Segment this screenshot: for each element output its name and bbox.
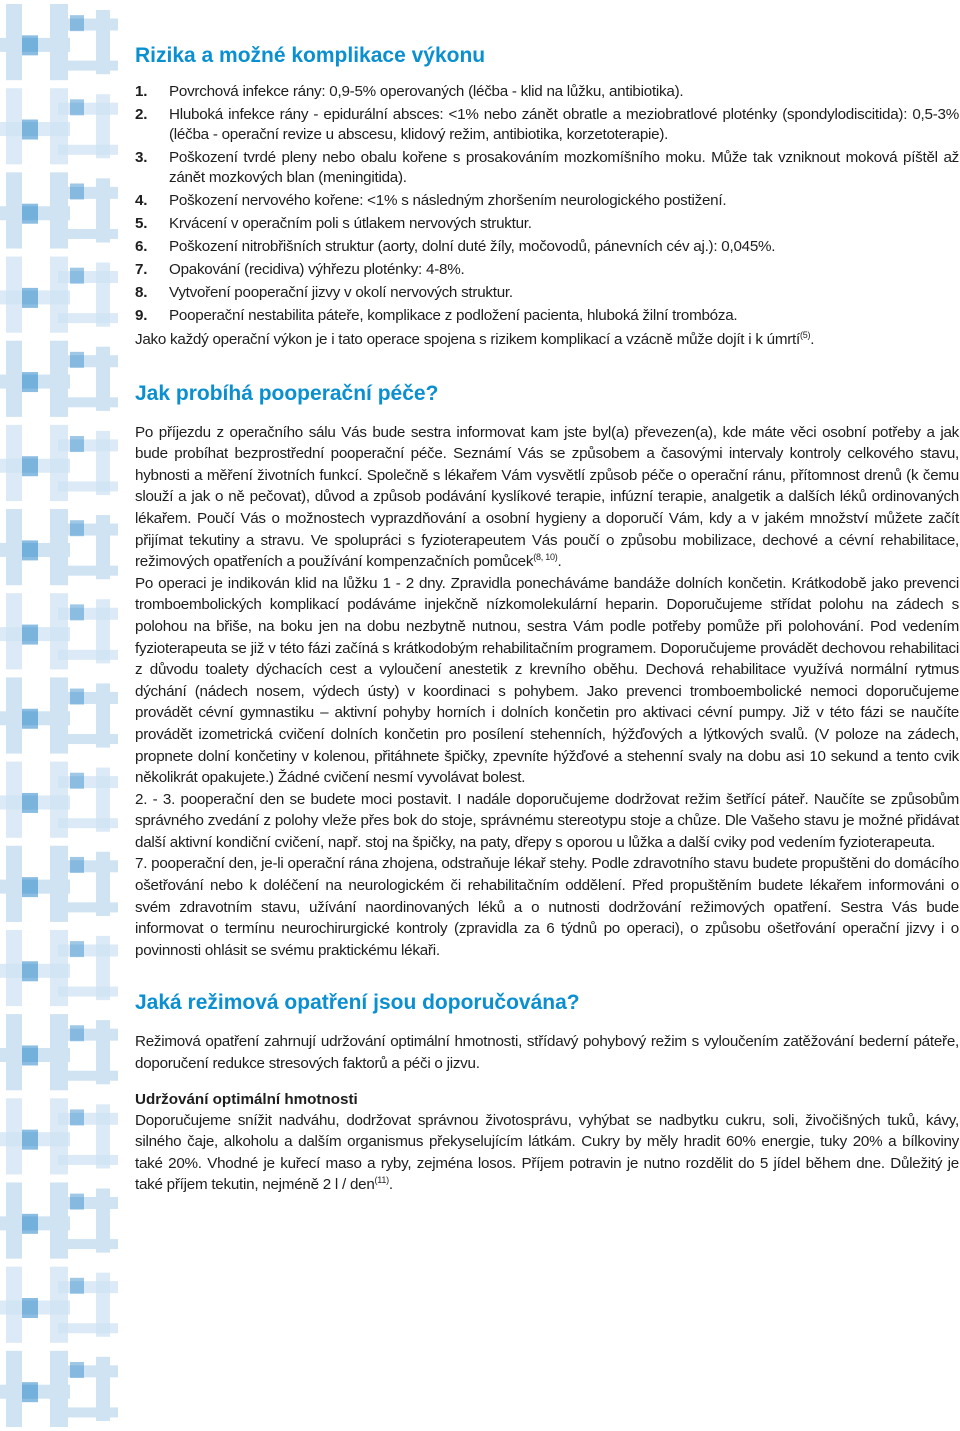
decorative-block <box>22 793 38 813</box>
decorative-block <box>70 352 84 368</box>
decorative-block <box>22 625 38 645</box>
section-title-postop-care: Jak probíhá pooperační péče? <box>135 381 439 405</box>
list-item: 6. Poškození nitrobřišních struktur (aorty, dolní duté žíly, močovodů, pánevních cév aj.): 0,045%. <box>135 238 776 255</box>
decorative-block <box>22 1045 38 1065</box>
decorative-block <box>58 187 118 199</box>
decorative-block <box>58 608 118 620</box>
subsection-title-weight: Udržování optimální hmotnosti <box>135 1090 358 1108</box>
decorative-block <box>58 439 118 451</box>
list-item: 9. Pooperační nestabilita páteře, komplikace z podložení pacienta, hluboká žilní trombóza. <box>135 307 738 324</box>
decorative-block <box>22 372 38 392</box>
decorative-block <box>58 145 118 155</box>
decorative-block <box>58 650 118 660</box>
citation: (8, 10) <box>533 552 558 563</box>
risk-closing-paragraph: Jako každý operační výkon je i tato operace spojena s rizikem komplikací a vzácně může dojít i k úmrtí$^{(5)}$. <box>135 330 815 348</box>
decorative-block <box>58 271 118 283</box>
decorative-block <box>58 776 118 788</box>
decorative-block <box>70 15 84 31</box>
decorative-block <box>58 229 118 239</box>
page-content <box>135 42 959 1196</box>
section-title-regime: Jaká režimová opatření jsou doporučována? <box>135 991 580 1015</box>
list-item: 5. Krvácení v operačním poli s útlakem nervových struktur. <box>135 215 532 232</box>
decorative-block <box>22 288 38 308</box>
decorative-block <box>70 1362 84 1378</box>
section-title-risks: Rizika a možné komplikace výkonu <box>135 44 486 67</box>
decorative-block <box>22 35 38 55</box>
decorative-block <box>22 961 38 981</box>
decorative-block <box>58 1197 118 1209</box>
decorative-block <box>58 1407 118 1417</box>
decorative-block <box>70 99 84 115</box>
decorative-block <box>58 566 118 576</box>
decorative-block <box>58 987 118 997</box>
decorative-block <box>58 1281 118 1293</box>
postop-paragraph-1: Po příjezdu z operačního sálu Vás bude sestra informovat kam jste byl(a) převezen(a), kde máte věci osobní potřeby a jak bude probíhat bezprostřední pooperační péče. Seznámí Vás se způsobem a časovými intervaly kontroly celkového stavu, hybnosti a měření životních funkcí. Společně s lékařem Vám vysvětlí způsob péče o operační ránu, přítomnost drenů (k čemu slouží a jak o ně pečovat), důvod a způsob podávání kyslíkové terapie, infúzní terapie, analgetik a dalších léků ordinovaných lékařem. Poučí Vás o možnostech vyprazdňování a osobní hygieny a doporučí Vám, kdy a v jakém množství můžete začít přijímat tekutiny a stravu. Ve spolupráci s fyzioterapeutem Vás poučí o způsobu mobilizace, dechové a cévní rehabilitace, režimových opatřeních a používání kompenzačních pomůcek$^{(8, 10)}$. <box>135 423 959 571</box>
risk-list <box>135 82 959 326</box>
decorative-block <box>22 540 38 560</box>
decorative-block <box>58 524 118 536</box>
decorative-block <box>70 1278 84 1294</box>
postop-paragraph-3: 2. - 3. pooperační den se budete moci postavit. I nadále doporučujeme dodržovat režim šetřící páteř. Naučíte se způsobům správného zvedání z polohy vleže přes bok do stoje, správnému stereotypu stoje a chůze. Dle Vašeho stavu je možné přidávat další aktivní kondiční cvičení, např. stoj na špičky, na paty, dřepy s oporou u lůžka a další cviky pod vedením fyzioterapeuta. <box>135 790 959 851</box>
list-item: 8. Vytvoření pooperační jizvy v okolí nervových struktur. <box>135 284 513 301</box>
decorative-block <box>58 1323 118 1333</box>
decorative-block <box>22 120 38 140</box>
decorative-block <box>58 1239 118 1249</box>
decorative-block <box>22 456 38 476</box>
decorative-block <box>58 481 118 491</box>
decorative-block <box>22 1214 38 1234</box>
decorative-block <box>58 19 118 31</box>
list-item: 4. Poškození nervového kořene: <1% s následným zhoršením neurologického postižení. <box>135 192 727 209</box>
decorative-block <box>22 1298 38 1318</box>
citation: (11) <box>374 1175 389 1186</box>
list-item: 1. Povrchová infekce rány: 0,9-5% operovaných (léčba - klid na lůžku, antibiotika). <box>135 83 684 100</box>
decorative-block <box>70 1025 84 1041</box>
decorative-block <box>58 103 118 115</box>
decorative-block <box>70 520 84 536</box>
decorative-block <box>70 689 84 705</box>
decorative-block <box>22 709 38 729</box>
list-item: 2. Hluboká infekce rány - epidurální absces: <1% nebo zánět obratle a meziobratlové ploténky (spondylodiscitida): 0,5-3% (léčba - operační revize u abscesu, klidový režim, antibiotika, korzetoterapie). <box>135 106 959 143</box>
decorative-block <box>58 1071 118 1081</box>
decorative-block <box>58 1029 118 1041</box>
decorative-block <box>58 61 118 71</box>
decorative-block <box>58 1365 118 1377</box>
decorative-block <box>58 902 118 912</box>
decorative-block <box>70 604 84 620</box>
decorative-block <box>70 1194 84 1210</box>
postop-paragraph-2: Po operaci je indikován klid na lůžku 1 - 2 dny. Zpravidla ponecháváme bandáže dolních končetin. Krátkodobě jako prevenci tromboembolických komplikací podáváme injekčně nízkomolekulární heparin. Doporučujeme střídat polohu na zádech s polohou na břiše, na boku jen na dobu nezbytně nutnou, sestra Vám podle potřeby pomůže při polohování. Pod vedením fyzioterapeuta se již v této fázi začíná s krátkodobým rehabilitačním programem. Doporučujeme provádět dechovou rehabilitaci z důvodu toalety dýchacích cest a vyloučení anestetik z krevního oběhu. Dechová rehabilitace využívá normální rytmus dýchání (nádech nosem, výdech ústy) v koordinaci s pohybem. Jako prevenci tromboembolické nemoci doporučujeme provádět cévní gymnastiku – aktivní pohyby horních i dolních končetin pro aktivaci cévní pumpy. Již v této fázi se naučíte provádět izometrická cvičení dolních končetin pro posílení stehenních, hýžďových a lýtkových svalů. (V poloze na zádech, propnete dolní končetiny v kolenou, přitáhnete špičky, zpevníte hýžďové a stehenní svaly na dobu asi 10 sekund a tento cvik několikrát opakujete.) Žádné cvičení nesmí vyvolávat bolest. <box>135 574 959 787</box>
list-item: 3. Poškození tvrdé pleny nebo obalu kořene s prosakováním mozkomíšního moku. Může tak vzniknout moková píštěl až zánět mozkových blan (meningitida). <box>135 149 959 186</box>
decorative-block <box>70 436 84 452</box>
decorative-block <box>70 268 84 284</box>
decorative-block <box>58 818 118 828</box>
decorative-block <box>58 734 118 744</box>
list-item: 7. Opakování (recidiva) výhřezu ploténky: 4-8%. <box>135 261 465 278</box>
decorative-block <box>70 773 84 789</box>
postop-paragraph-4: 7. pooperační den, je-li operační rána zhojena, odstraňuje lékař stehy. Podle zdravotního stavu budete propuštěni do domácího ošetřování nebo k doléčení na neurologickém či rehabilitačním oddělení. Před propuštěním budete lékařem informováni o svém zdravotním stavu, užívání naordinovaných léků a o nutnosti dodržování režimových opatření. Sestra Vás bude informovat o termínu neurochirurgické kontroly (zpravidla za 6 týdnů po operaci), o způsobu ošetřování operační jizvy i o povinnosti ohlásit se svému praktickému lékaři. <box>135 855 959 959</box>
regime-paragraph: Režimová opatření zahrnují udržování optimální hmotnosti, střídavý pohybový režim s vyloučením zatěžování bederní páteře, doporučení redukce stresových faktorů a péči o jizvu. <box>135 1033 959 1073</box>
decorative-block <box>58 1155 118 1165</box>
decorative-block <box>58 944 118 956</box>
decorative-cross-pattern <box>0 0 120 1431</box>
weight-paragraph: Doporučujeme snížit nadváhu, dodržovat správnou životosprávu, vyhýbat se nadbytku cukru, soli, živočišných tuků, kávy, silného čaje, alkoholu a dalším organismus překyselujícím látkám. Cukry by měly hradit 60% energie, tuky 20% a bílkoviny také 20%. Vhodné je kuřecí maso a ryby, zejména losos. Příjem potravin je nutno rozdělit do 5 jídel během dne. Důležitý je také příjem tekutin, nejméně 2 l / den$^{(11)}$. <box>135 1111 959 1194</box>
decorative-block <box>22 877 38 897</box>
citation: (5) <box>800 330 811 340</box>
decorative-block <box>58 860 118 872</box>
decorative-block <box>58 1113 118 1125</box>
decorative-block <box>58 397 118 407</box>
decorative-block <box>70 1109 84 1125</box>
decorative-block <box>22 1130 38 1150</box>
decorative-block <box>58 313 118 323</box>
decorative-block <box>70 184 84 200</box>
decorative-block <box>58 692 118 704</box>
decorative-block <box>22 1382 38 1402</box>
decorative-block <box>58 355 118 367</box>
decorative-block <box>22 204 38 224</box>
decorative-block <box>70 857 84 873</box>
decorative-block <box>70 941 84 957</box>
